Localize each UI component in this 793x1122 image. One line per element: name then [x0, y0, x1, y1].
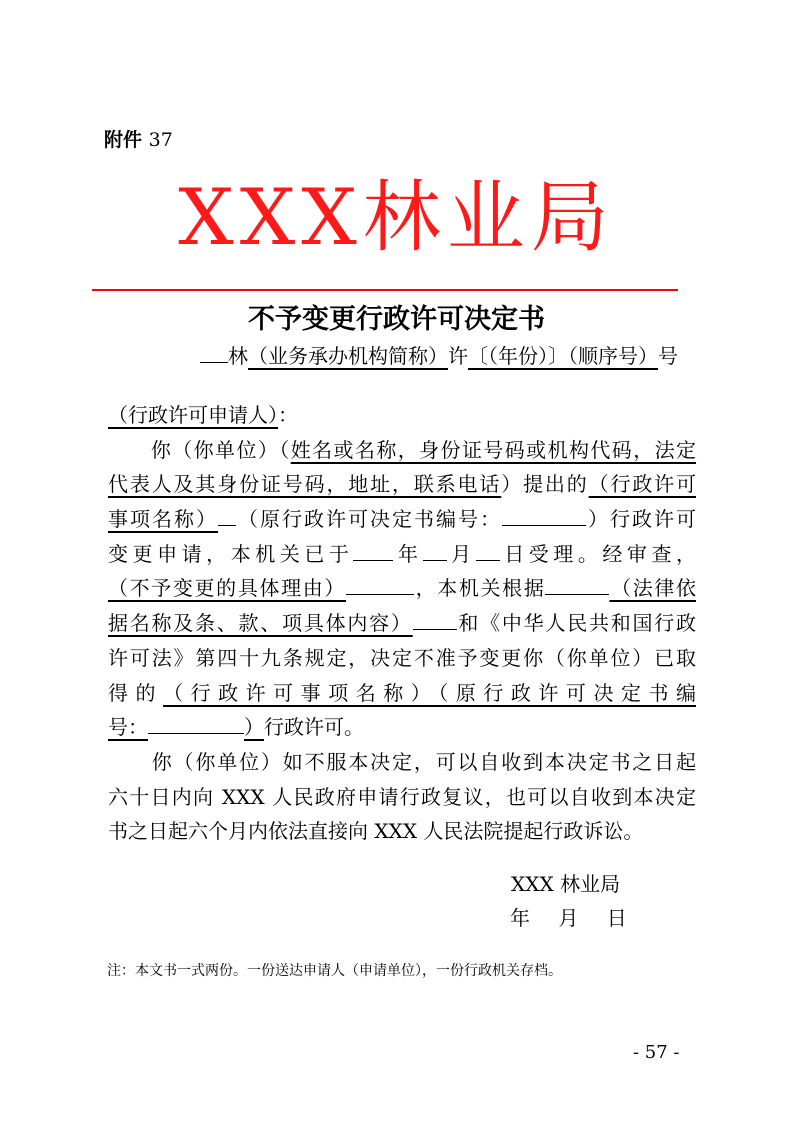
- body-text: 年: [393, 541, 423, 566]
- decision-body: [108, 398, 696, 849]
- year-blank: [353, 538, 393, 561]
- document-title: 不予变更行政许可决定书: [248, 304, 545, 335]
- page-number: - 57 -: [633, 1042, 680, 1063]
- blank-field: [218, 503, 236, 526]
- body-text: ）行政许可: [586, 507, 696, 532]
- agency-header: XXX林业局: [178, 173, 615, 263]
- signature-agency: XXX 林业局: [511, 872, 621, 896]
- doc-number-agency-abbr: （业务承办机构简称）: [248, 344, 448, 368]
- applicant-placeholder: （行政许可申请人）: [108, 403, 278, 427]
- original-decision-number-blank: [502, 503, 586, 526]
- body-text: 月: [446, 541, 476, 566]
- footnote: 注：本文书一式两份。一份送达申请人（申请单位），一份行政机关存档。: [107, 963, 562, 979]
- doc-number-mid: 许: [448, 344, 468, 368]
- applicant-info-placeholder: 代表人及其身份证号码，地址，联系电话: [108, 472, 502, 497]
- doc-number-suffix: 号: [658, 344, 678, 368]
- body-text: ）: [244, 715, 264, 740]
- body-text: （原行政许可决定书编号：: [236, 507, 502, 532]
- body-text: ）提出的: [501, 472, 589, 497]
- attachment-number: 37: [148, 129, 173, 151]
- body-text: 得的: [108, 680, 164, 705]
- body-text: 变更申请，本机关已于: [108, 541, 354, 566]
- day-blank: [476, 538, 500, 561]
- blank-field: [346, 572, 414, 595]
- attachment-label: [104, 125, 173, 152]
- reason-placeholder: （不予变更的具体理由）: [108, 576, 346, 601]
- red-divider-line: [92, 289, 678, 291]
- body-text: 六十日内向 XXX 人民政府申请行政复议，也可以自收到本决定: [108, 784, 696, 809]
- doc-number-prefix: 林: [228, 344, 248, 368]
- blank-field: [545, 572, 609, 595]
- legal-basis-placeholder: （法律依: [609, 576, 697, 601]
- body-row: [108, 502, 696, 537]
- document-number: [200, 340, 678, 372]
- blank-field: [200, 340, 228, 363]
- body-row: [108, 780, 696, 815]
- body-text: 书之日起六个月内依法直接向 XXX 人民法院提起行政诉讼。: [108, 819, 644, 844]
- applicant-info-placeholder: 姓名或名称，身份证号码或机构代码，法定: [290, 437, 697, 462]
- original-decision-number-blank: [148, 711, 244, 734]
- signature-date: 年 月 日: [510, 906, 627, 930]
- legal-basis-placeholder: 据名称及条、款、项具体内容）: [108, 611, 413, 636]
- doc-number-seq: （顺序号）: [568, 344, 658, 368]
- body-row: [108, 433, 696, 468]
- body-text: 和《中华人民共和国行政: [456, 611, 697, 636]
- permit-item-placeholder: （行政许可事项名称）（原行政许可决定书编: [163, 680, 697, 705]
- month-blank: [423, 538, 447, 561]
- body-text: 日受理。经审查，: [499, 541, 697, 566]
- body-text: ：: [278, 403, 298, 427]
- body-text: 许可法》第四十九条规定，决定不准予变更你（你单位）已取: [108, 645, 696, 670]
- body-row: [108, 571, 696, 606]
- body-row: [108, 745, 696, 780]
- body-row: [108, 814, 696, 849]
- permit-item-placeholder: （行政许可: [588, 472, 697, 497]
- body-text: ，本机关根据: [414, 576, 546, 601]
- attachment-word: 附件: [104, 129, 143, 151]
- body-text: 你（你单位）（: [150, 437, 291, 462]
- body-row: [108, 641, 696, 676]
- permit-item-placeholder: 事项名称）: [108, 507, 218, 532]
- original-decision-number-label: 号：: [108, 715, 148, 740]
- body-row: [108, 606, 696, 641]
- body-row: [108, 467, 696, 502]
- body-row: [108, 676, 696, 711]
- body-row: [108, 537, 696, 572]
- body-row: [108, 398, 696, 433]
- body-text: 行政许可。: [264, 715, 364, 740]
- doc-number-year: 〔（年份）〕: [468, 344, 568, 368]
- body-row: [108, 710, 696, 745]
- blank-field: [413, 607, 457, 630]
- body-text: 你（你单位）如不服本决定，可以自收到本决定书之日起: [151, 749, 697, 774]
